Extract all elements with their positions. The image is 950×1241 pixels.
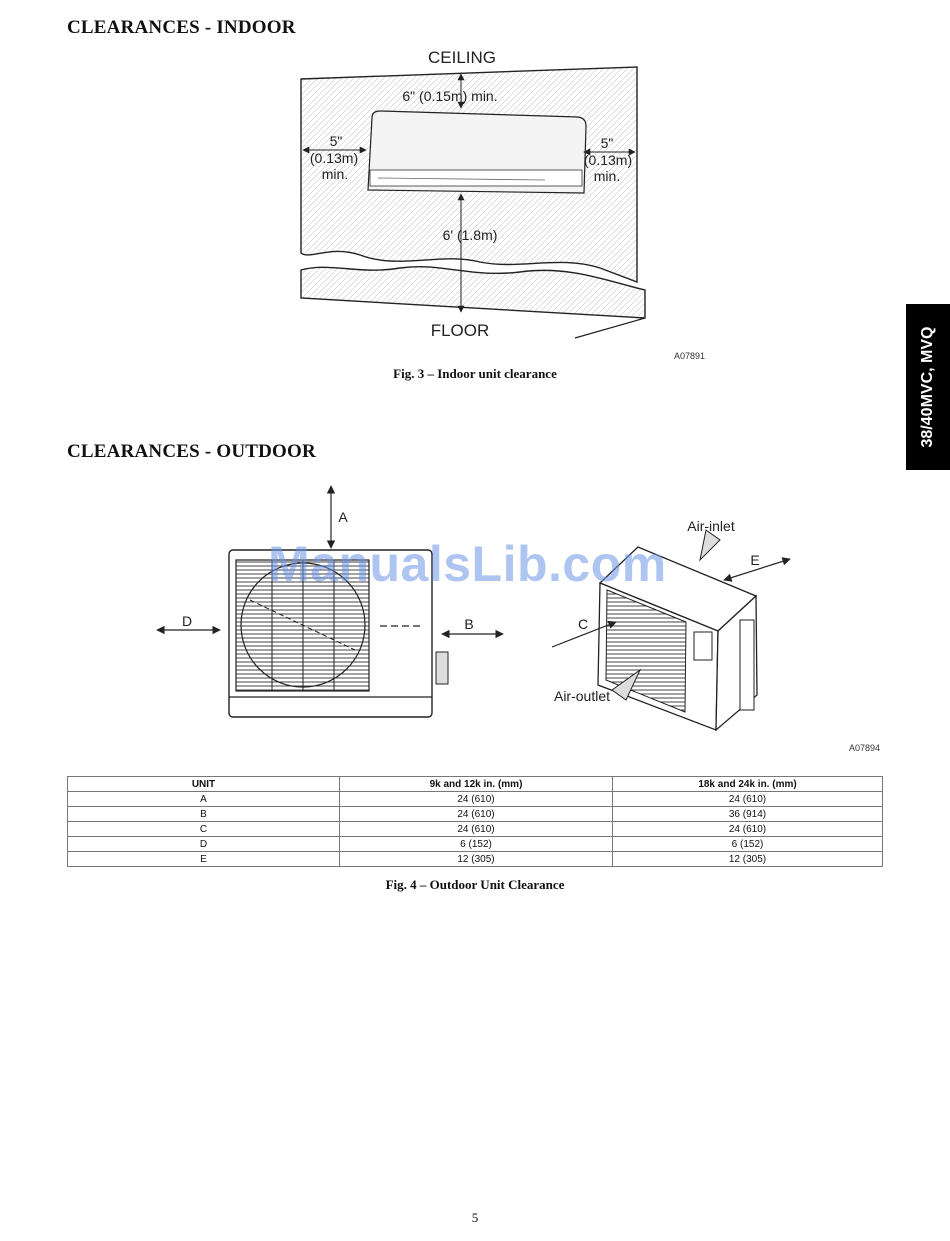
page-number: 5	[471, 1210, 479, 1225]
label-d: D	[181, 613, 193, 629]
table-cell: 12 (305)	[613, 852, 883, 867]
outdoor-figure-code: A07894	[849, 743, 881, 753]
header-9k-12k: 9k and 12k in. (mm)	[340, 777, 613, 792]
label-e: E	[750, 552, 760, 568]
right-clearance-in: 5"	[600, 135, 614, 151]
table-row	[68, 807, 883, 822]
floor-panel	[301, 267, 645, 318]
table-cell: E	[68, 852, 340, 867]
table-header-row	[68, 777, 883, 792]
air-inlet-label: Air-inlet	[687, 518, 735, 534]
clearance-table	[67, 776, 883, 867]
outdoor-figure-caption: Fig. 4 – Outdoor Unit Clearance	[385, 877, 565, 892]
table-cell: 24 (610)	[613, 792, 883, 807]
table-cell: 24 (610)	[340, 807, 613, 822]
side-tab-label: 38/40MVC, MVQ	[919, 326, 936, 448]
table-row	[68, 852, 883, 867]
side-tab	[906, 304, 950, 470]
table-cell: C	[68, 822, 340, 837]
indoor-figure-caption: Fig. 3 – Indoor unit clearance	[393, 366, 557, 381]
indoor-figure-code: A07891	[674, 351, 706, 361]
table-cell: A	[68, 792, 340, 807]
header-unit: UNIT	[68, 777, 340, 792]
table-row	[68, 792, 883, 807]
service-valves	[436, 652, 448, 684]
label-a: A	[338, 509, 348, 525]
outdoor-clearances-heading: CLEARANCES - OUTDOOR	[67, 441, 316, 462]
table-row	[68, 837, 883, 852]
table-cell: 36 (914)	[613, 807, 883, 822]
height-clearance-label: 6' (1.8m)	[442, 227, 498, 243]
label-b: B	[464, 616, 474, 632]
label-c: C	[577, 616, 589, 632]
left-clearance-m: (0.13m)	[309, 150, 359, 166]
table-cell: B	[68, 807, 340, 822]
right-clearance-min: min.	[593, 168, 621, 184]
left-clearance-in: 5"	[329, 133, 343, 149]
table-cell: 12 (305)	[340, 852, 613, 867]
air-outlet-label: Air-outlet	[553, 688, 611, 704]
table-row	[68, 822, 883, 837]
air-inlet-arrow	[700, 530, 720, 560]
table-cell: 6 (152)	[340, 837, 613, 852]
table-cell: 24 (610)	[340, 822, 613, 837]
indoor-clearances-heading: CLEARANCES - INDOOR	[67, 17, 296, 38]
floor-label: FLOOR	[430, 321, 490, 340]
outdoor-clearance-figure	[150, 480, 800, 745]
header-18k-24k: 18k and 24k in. (mm)	[613, 777, 883, 792]
indoor-clearance-figure	[290, 40, 660, 345]
left-clearance-min: min.	[321, 166, 349, 182]
table-cell: D	[68, 837, 340, 852]
table-cell: 24 (610)	[613, 822, 883, 837]
right-clearance-m: (0.13m)	[583, 152, 633, 168]
top-clearance-label: 6" (0.15m) min.	[402, 88, 498, 104]
watermark: ManualsLib.com	[268, 536, 667, 592]
ceiling-label: CEILING	[427, 48, 497, 67]
table-cell: 6 (152)	[613, 837, 883, 852]
table-cell: 24 (610)	[340, 792, 613, 807]
